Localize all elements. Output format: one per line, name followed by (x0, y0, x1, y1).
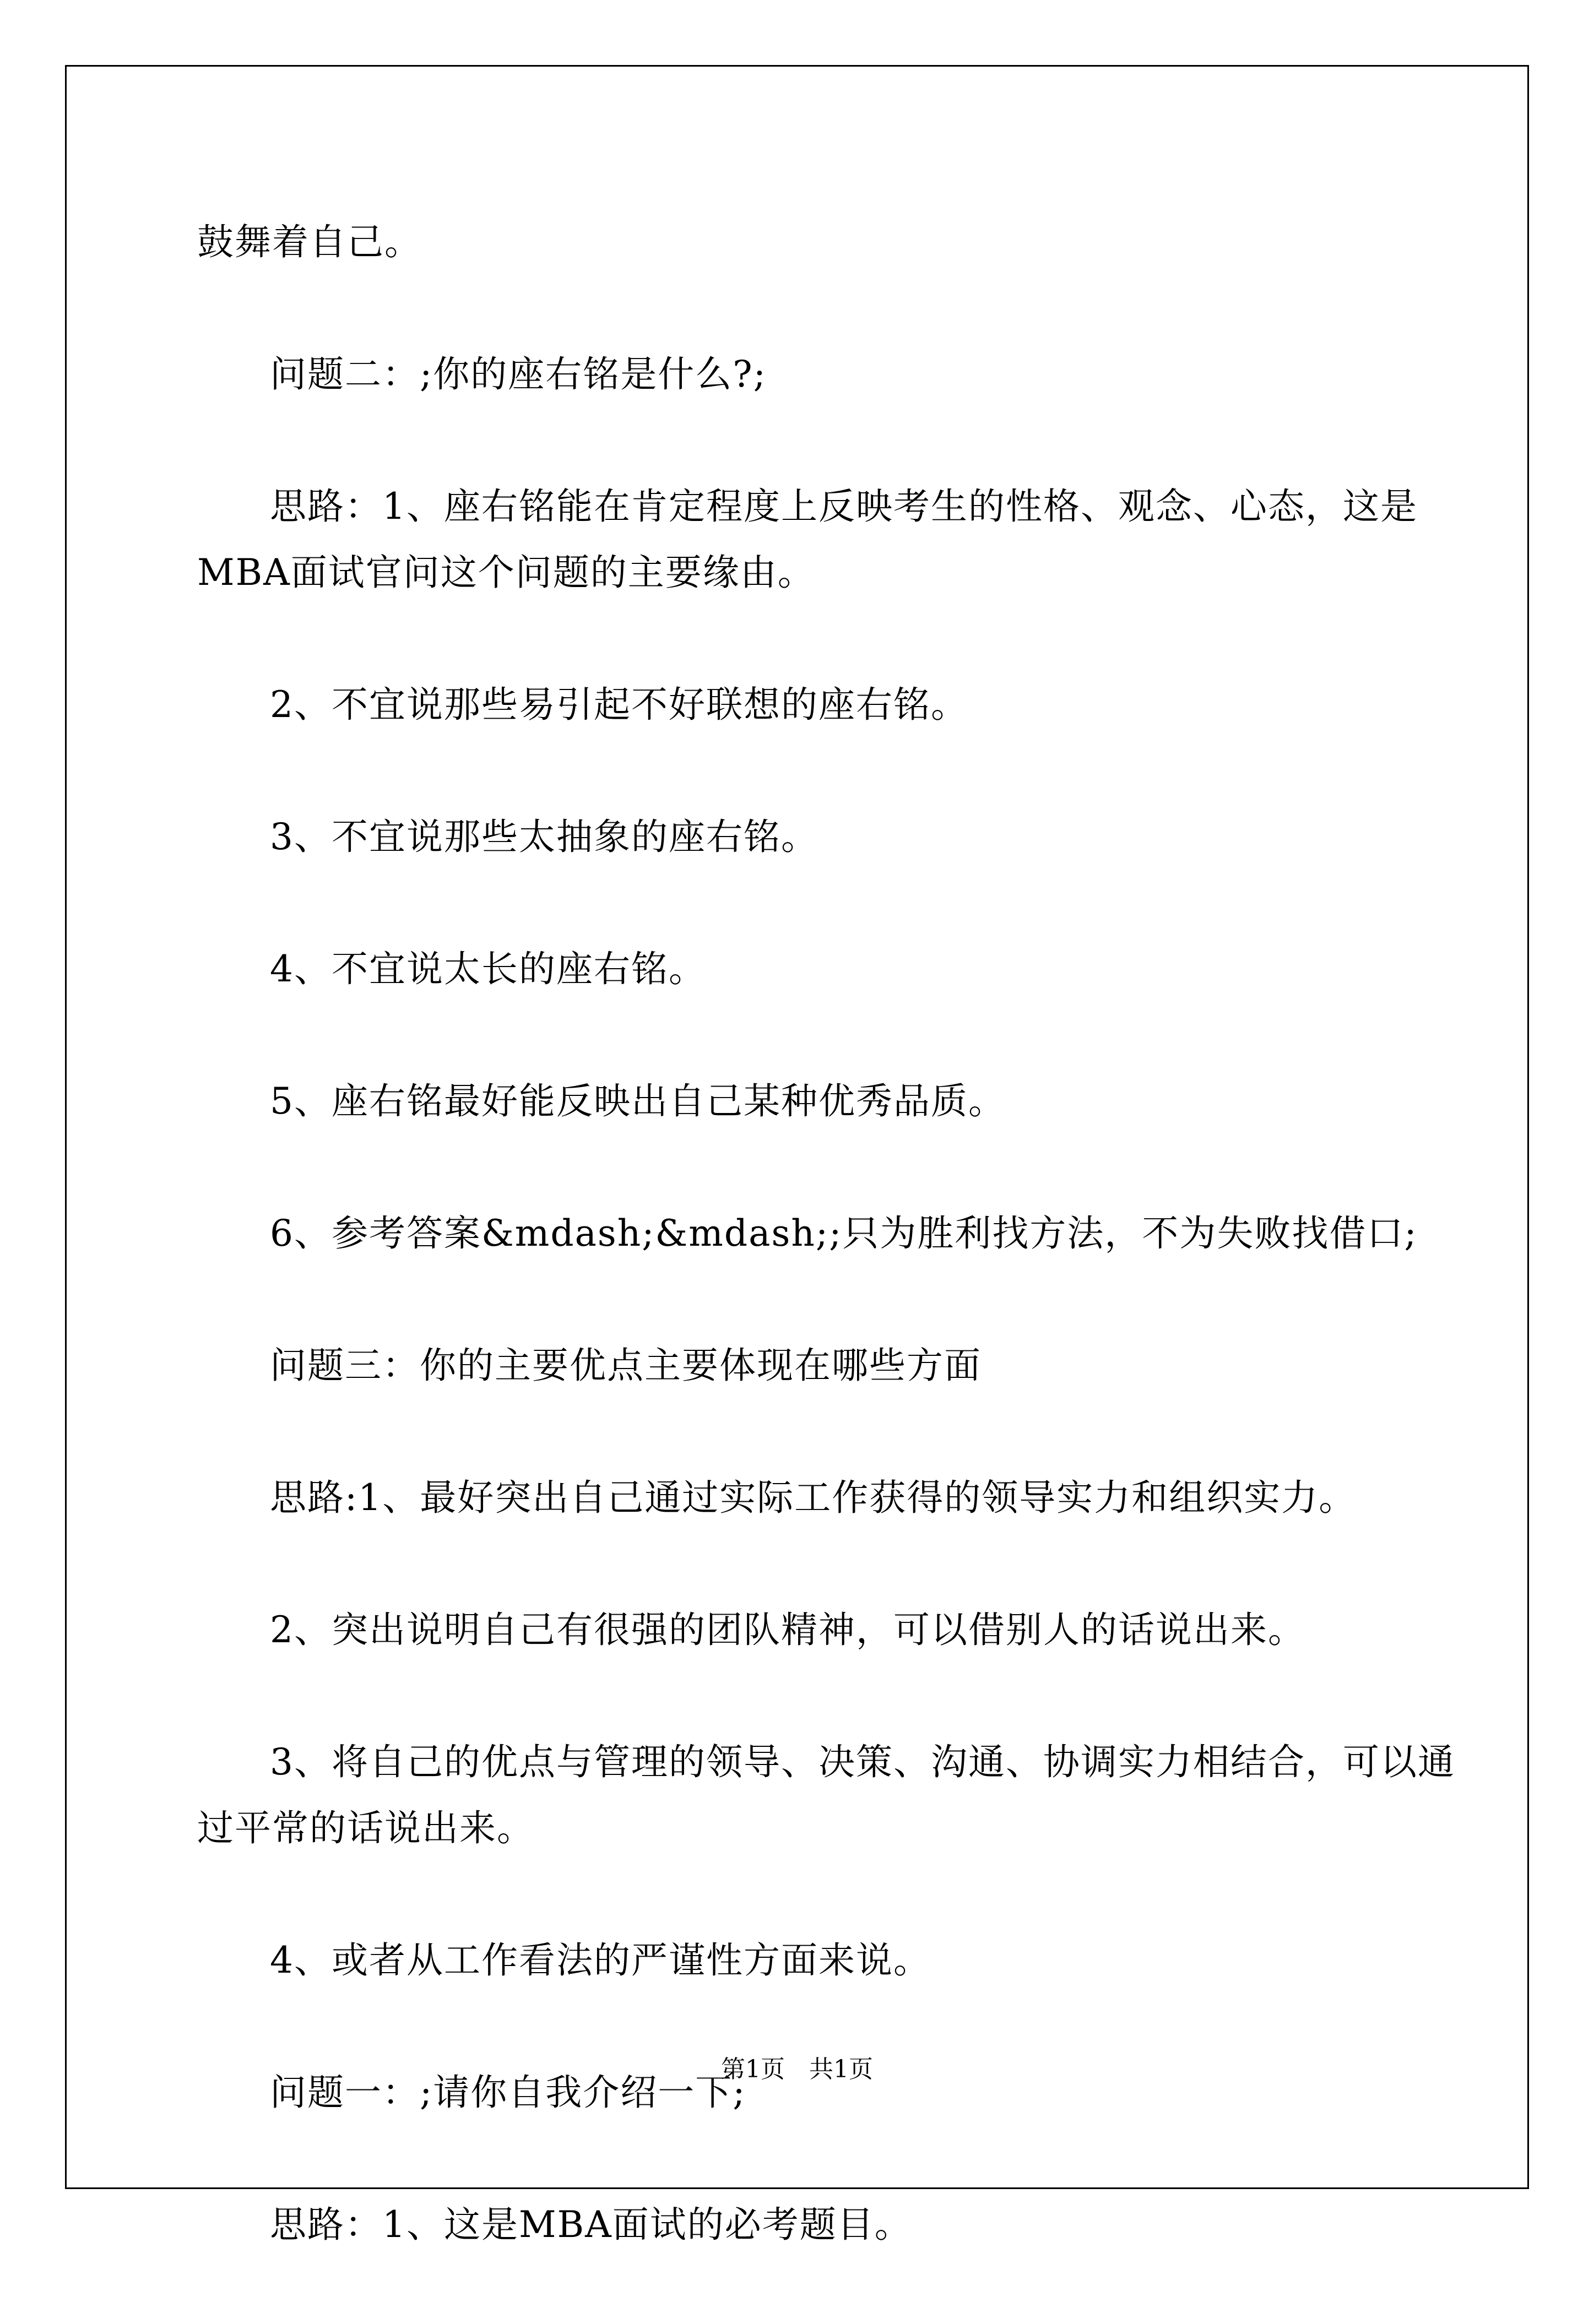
paragraph: 思路：1、座右铭能在肯定程度上反映考生的性格、观念、心态，这是MBA面试官问这个问题的主要缘由。 (197, 485, 1418, 594)
paragraph: 思路:1、最好突出自己通过实际工作获得的领导实力和组织实力。 (270, 1476, 1357, 1519)
paragraph: 4、或者从工作看法的严谨性方面来说。 (270, 1939, 931, 1981)
paragraph: 2、不宜说那些易引起不好联想的座右铭。 (270, 683, 968, 726)
paragraph: 3、将自己的优点与管理的领导、决策、沟通、协调实力相结合，可以通过平常的话说出来。 (197, 1741, 1455, 1849)
paragraph: 4、不宜说太长的座右铭。 (270, 948, 706, 990)
paragraph: 2、突出说明自己有很强的团队精神，可以借别人的话说出来。 (270, 1609, 1305, 1651)
paragraph: 思路：1、这是MBA面试的必考题目。 (270, 2203, 912, 2246)
page-number-footer: 第1页 共1页 (721, 2055, 873, 2083)
paragraph: 3、不宜说那些太抽象的座右铭。 (270, 816, 818, 858)
document-body (197, 209, 1464, 2324)
paragraph: 6、参考答案&mdash;&mdash;;只为胜利找方法，不为失败找借口; (270, 1212, 1418, 1255)
paragraph: 问题一：;请你自我介绍一下; (270, 2071, 746, 2114)
paragraph: 5、座右铭最好能反映出自己某种优秀品质。 (270, 1080, 1006, 1122)
paragraph: 问题二：;你的座右铭是什么?; (270, 353, 767, 395)
paragraph: 问题三：你的主要优点主要体现在哪些方面 (270, 1344, 982, 1387)
paragraph: 鼓舞着自己。 (197, 221, 422, 263)
